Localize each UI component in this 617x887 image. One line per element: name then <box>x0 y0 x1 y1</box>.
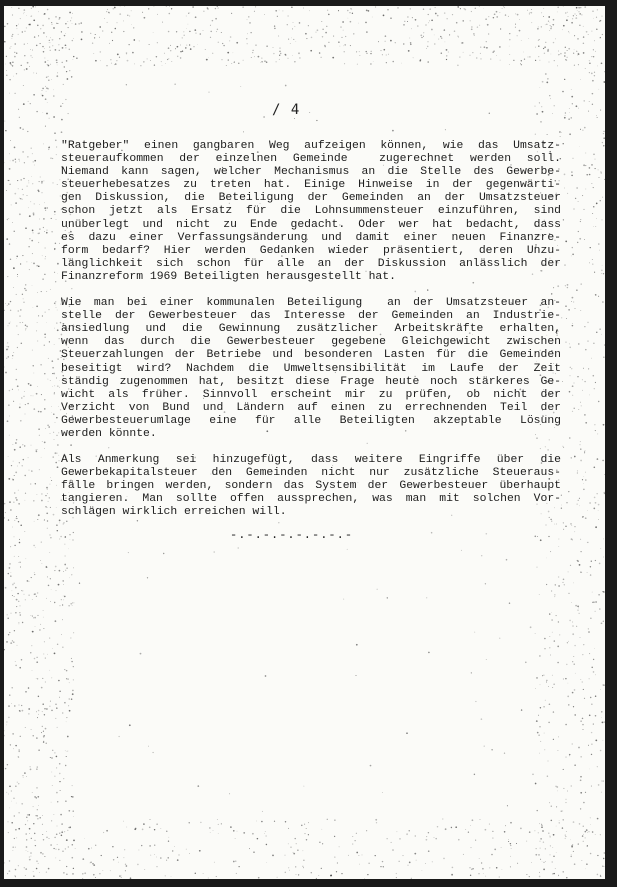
text-line: Wie man bei einer kommunalen Beteiligung an der Umsatzsteuer an- <box>61 297 561 310</box>
paragraph-3 <box>61 454 561 519</box>
text-line: form bedarf? Hier werden Gedanken wieder präsentiert, deren Unzu- <box>61 244 561 257</box>
text-line: steueraufkommen der einzelnen Gemeinde zugerechnet werden soll. <box>61 153 561 166</box>
text-line: Finanzreform 1969 Beteiligten herausgestellt hat. <box>61 270 396 283</box>
text-line: Als Anmerkung sei hinzugefügt, dass weitere Eingriffe über die <box>61 454 561 467</box>
text-line: es dazu einer Verfassungsänderung und damit einer neuen Finanzre- <box>61 231 561 244</box>
text-line: "Ratgeber" einen gangbaren Weg aufzeigen können, wie das Umsatz- <box>61 140 561 152</box>
text-line: gen Diskussion, die Beteiligung der Gemeinden an der Umsatzsteuer <box>61 192 561 205</box>
text-line: wenn das durch die Gewerbesteuer gegebene Gleichgewicht zwischen <box>61 336 561 349</box>
text-line: länglichkeit sich schon für alle an der Diskussion anlässlich der <box>61 257 561 270</box>
document-page <box>4 6 605 879</box>
text-line: beseitigt wird? Nachdem die Umweltsensibilität im Laufe der Zeit <box>61 362 561 375</box>
paragraph-1 <box>61 140 561 284</box>
text-line: ständig zugenommen hat, besitzt diese Frage heute noch stärkeres Ge- <box>61 375 561 388</box>
text-line: Verzicht von Bund und Ländern auf einen zu errechnenden Teil der <box>61 401 561 414</box>
text-line: Gewerbekapitalsteuer den Gemeinden nicht nur zusätzliche Steueraus- <box>61 467 561 480</box>
text-line: Niemand kann sagen, welcher Mechanismus an die Stelle des Gewerbe- <box>61 166 561 179</box>
text-line: Gewerbesteuerumlage eine für alle Beteiligten akzeptable Lösung <box>61 414 561 427</box>
text-line: schon jetzt als Ersatz für die Lohnsummensteuer einzuführen, sind <box>61 205 561 218</box>
paragraph-gap <box>61 441 561 454</box>
page-number: / 4 <box>272 102 301 118</box>
text-line: schlägen wirklich erreichen will. <box>61 506 287 519</box>
paragraph-2 <box>61 297 561 441</box>
text-line: werden könnte. <box>61 427 157 440</box>
text-line: tangieren. Man sollte offen aussprechen, was man mit solchen Vor- <box>61 493 561 506</box>
text-line: unüberlegt und nicht zu Ende gedacht. Oder wer hat bedacht, dass <box>61 218 561 231</box>
text-line: fälle bringen werden, sondern das System der Gewerbesteuer überhaupt <box>61 480 561 493</box>
paragraph-gap <box>61 284 561 297</box>
text-line: steuerhebesatzes zu treten hat. Einige Hinweise in der gegenwärti- <box>61 179 561 192</box>
text-line: wicht als früher. Sinnvoll erscheint mir zu prüfen, ob nicht der <box>61 388 561 401</box>
end-mark: -.-.-.-.-.-.-.- <box>230 528 354 542</box>
body-text <box>61 140 561 520</box>
text-line: stelle der Gewerbesteuer das Interesse der Gemeinden an Industrie- <box>61 310 561 323</box>
text-line: ansiedlung und die Gewinnung zusätzlicher Arbeitskräfte erhalten, <box>61 323 561 336</box>
text-line: Steuerzahlungen der Betriebe und besonderen Lasten für die Gemeinden <box>61 349 561 362</box>
